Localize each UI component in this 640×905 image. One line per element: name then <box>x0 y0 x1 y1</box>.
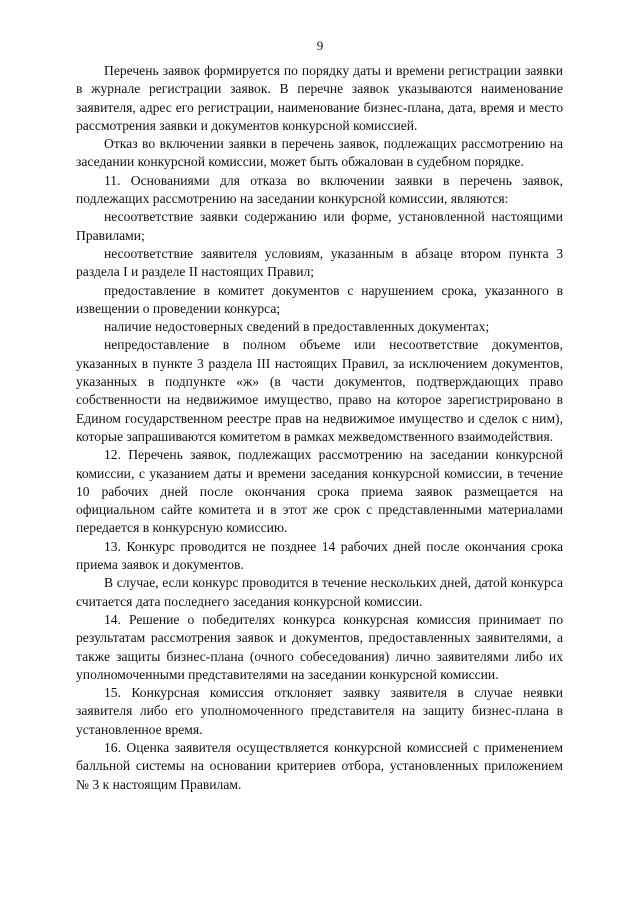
page-number: 9 <box>316 38 324 53</box>
paragraph-ground-false-info: наличие недостоверных сведений в предоставленных документах; <box>104 319 490 335</box>
document-body <box>76 62 563 794</box>
paragraph-contest-date: В случае, если конкурс проводится в течение нескольких дней, датой конкурса считается дата последнего заседания конкурсной комиссии. <box>76 575 563 609</box>
paragraph-16-evaluation: 16. Оценка заявителя осуществляется конкурсной комиссией с применением балльной системы на основании критериев отбора, установленных приложением № 3 к настоящим Правилам. <box>76 739 563 792</box>
paragraph-ground-applicant-mismatch: несоответствие заявителя условиям, указанным в абзаце втором пункта 3 раздела I и разделе II настоящих Правил; <box>76 245 563 280</box>
paragraph-ground-incomplete-docs: непредоставление в полном объеме или несоответствие документов, указанных в пункте 3 раздела III настоящих Правил, за исключением документов, указанных в подпункте «ж» (в части документов, подтверждающих право собственности на недвижимое имущество, право на которое зарегистрировано в Едином государственном реестре прав на недвижимое имущество и сделок с ним), которые запрашиваются комитетом в рамках межведомственного взаимодействия. <box>76 337 563 444</box>
paragraph-refusal-appeal: Отказ во включении заявки в перечень заявок, подлежащих рассмотрению на заседании конкурсной комиссии, может быть обжалован в судебном порядке. <box>76 136 563 170</box>
paragraph-list-formation: Перечень заявок формируется по порядку даты и времени регистрации заявки в журнале регистрации заявок. В перечне заявок указываются наименование заявителя, адрес его регистрации, наименование бизнес-плана, дата, время и место рассмотрения заявки и документов конкурсной комиссией. <box>76 63 563 133</box>
paragraph-14-winner-decision: 14. Решение о победителях конкурса конкурсная комиссия принимает по результатам рассмотрения заявок и документов, предоставленных заявителями, а также защиты бизнес-плана (очного собеседования) лично заявителями либо их уполномоченными представителями на заседании конкурсной комиссии. <box>76 611 563 682</box>
paragraph-12-list-publication: 12. Перечень заявок, подлежащих рассмотрению на заседании конкурсной комиссии, с указанием даты и времени заседания конкурсной комиссии, в течение 10 рабочих дней после окончания срока приема заявок размещается на официальном сайте комитета и в этот же срок с представленными материалами передается в конкурсную комиссию. <box>76 447 563 536</box>
paragraph-ground-late-submission: предоставление в комитет документов с нарушением срока, указанного в извещении о проведении конкурса; <box>76 282 563 316</box>
paragraph-11-grounds: 11. Основаниями для отказа во включении заявки в перечень заявок, подлежащих рассмотрению на заседании конкурсной комиссии, являются: <box>76 172 563 207</box>
paragraph-ground-form-mismatch: несоответствие заявки содержанию или форме, установленной настоящими Правилами; <box>76 209 563 243</box>
paragraph-13-contest-timing: 13. Конкурс проводится не позднее 14 рабочих дней после окончания срока приема заявок и документов. <box>76 538 563 573</box>
paragraph-15-rejection: 15. Конкурсная комиссия отклоняет заявку заявителя в случае неявки заявителя либо его уполномоченного представителя на защиту бизнес-плана в установленное время. <box>76 685 563 737</box>
